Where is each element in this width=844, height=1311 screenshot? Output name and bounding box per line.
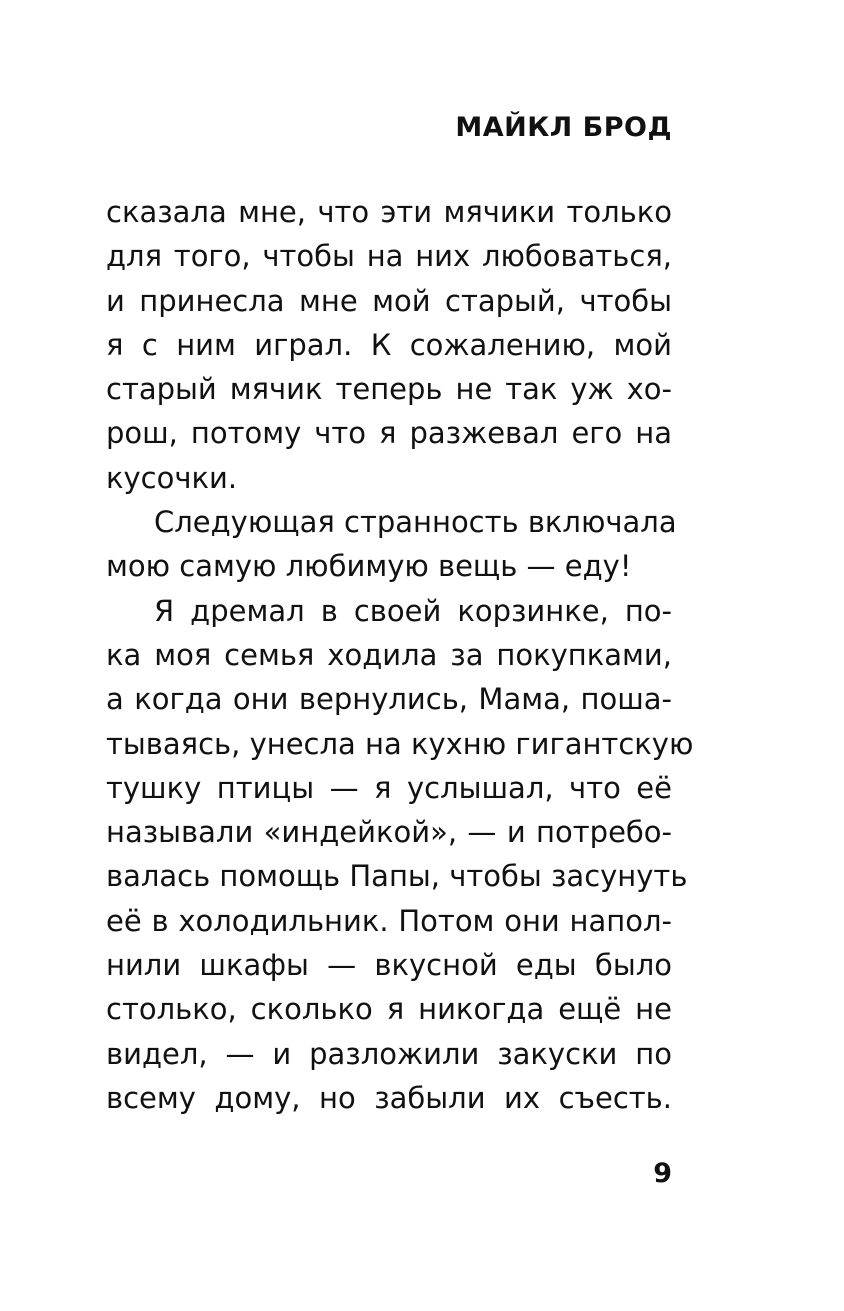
text-line: старый мячик теперь не так уж хо- xyxy=(106,372,672,407)
text-line: нили шкафы — вкусной еды было xyxy=(106,948,672,983)
text-line: кусочки. xyxy=(106,460,238,495)
text-line: всему дому, но забыли их съесть. xyxy=(106,1080,672,1115)
text-line: столько, сколько я никогда ещё не xyxy=(106,992,672,1027)
text-line: тываясь, унесла на кухню гигантскую xyxy=(106,726,694,761)
body-text xyxy=(106,190,694,1120)
text-line: Я дремал в своей корзинке, по- xyxy=(154,593,672,628)
text-line: мою самую любимую вещь — еду! xyxy=(106,549,632,584)
text-line: тушку птицы — я услышал, что её xyxy=(106,770,672,805)
text-line: я с ним играл. К сожалению, мой xyxy=(106,327,672,362)
text-line: для того, чтобы на них любоваться, xyxy=(106,239,672,274)
running-head-author: МАЙКЛ БРОД xyxy=(455,112,672,143)
text-line: и принесла мне мой старый, чтобы xyxy=(106,283,672,318)
text-line: её в холодильник. Потом они напол- xyxy=(106,903,672,938)
text-line: рош, потому что я разжевал его на xyxy=(106,416,672,451)
text-line: сказала мне, что эти мячики только xyxy=(106,195,672,229)
text-line: видел, — и разложили закуски по xyxy=(106,1036,672,1071)
text-line: Следующая странность включала xyxy=(154,505,677,540)
text-line: а когда они вернулись, Мама, поша- xyxy=(106,682,672,717)
text-line: валась помощь Папы, чтобы засунуть xyxy=(106,859,688,894)
text-line: называли «индейкой», — и потребо- xyxy=(106,815,672,850)
text-line: ка моя семья ходила за покупками, xyxy=(106,637,672,672)
page-number: 9 xyxy=(653,1158,672,1189)
